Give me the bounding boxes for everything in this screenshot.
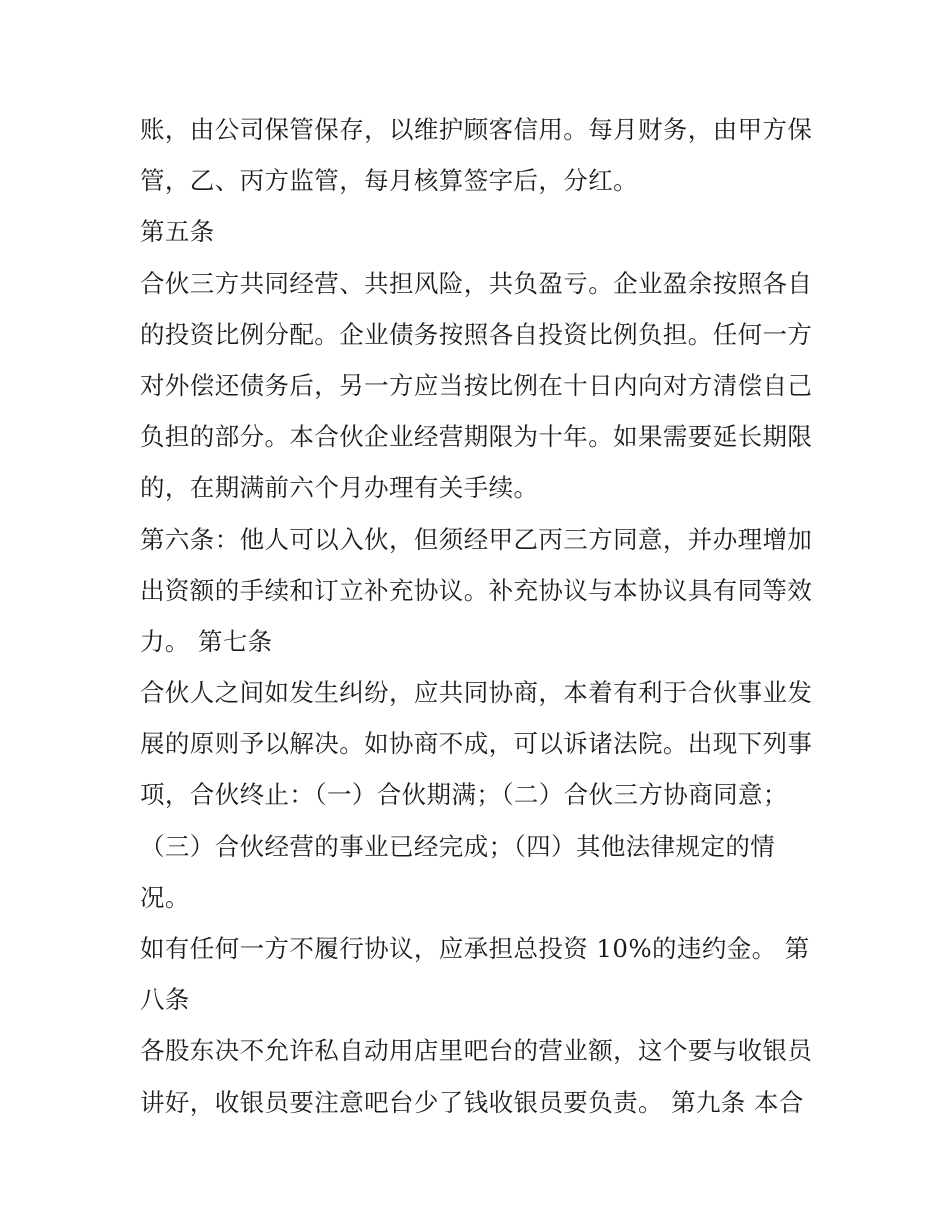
- text-line-18: 八条: [140, 985, 190, 1015]
- text-line-6: 对外偿还债务后，另一方应当按比例在十日内向对方清偿自己: [140, 370, 813, 400]
- document-body: [140, 104, 820, 1128]
- text-line-5: 的投资比例分配。企业债务按照各自投资比例负担。任何一方: [140, 319, 813, 349]
- text-line-9: 第六条：他人可以入伙，但须经甲乙丙三方同意，并办理增加: [140, 524, 813, 554]
- text-line-12: 合伙人之间如发生纠纷，应共同协商，本着有利于合伙事业发: [140, 678, 813, 708]
- text-line-10: 出资额的手续和订立补充协议。补充协议与本协议具有同等效: [140, 575, 813, 605]
- text-line-2: 管，乙、丙方监管，每月核算签字后，分红。: [140, 166, 638, 196]
- text-line-15: （三）合伙经营的事业已经完成；（四）其他法律规定的情: [140, 831, 776, 861]
- text-line-20: 讲好，收银员要注意吧台少了钱收银员要负责。 第九条 本合: [140, 1087, 804, 1117]
- text-line-16: 况。: [140, 882, 190, 912]
- text-line-8: 的，在期满前六个月办理有关手续。: [140, 473, 539, 503]
- section-heading-article-5: 第五条: [140, 217, 215, 247]
- text-line-19: 各股东决不允许私自动用店里吧台的营业额，这个要与收银员: [140, 1036, 813, 1066]
- text-line-4: 合伙三方共同经营、共担风险，共负盈亏。企业盈余按照各自: [140, 268, 813, 298]
- text-line-11: 力。 第七条: [140, 626, 273, 656]
- text-line-1: 账，由公司保管保存，以维护顾客信用。每月财务，由甲方保: [140, 115, 813, 144]
- text-line-17: 如有任何一方不履行协议，应承担总投资 10%的违约金。 第: [140, 934, 810, 963]
- text-line-13: 展的原则予以解决。如协商不成，可以诉诸法院。出现下列事: [140, 729, 813, 759]
- text-line-14: 项，合伙终止：（一）合伙期满；（二）合伙三方协商同意；: [140, 780, 788, 810]
- text-line-7: 负担的部分。本合伙企业经营期限为十年。如果需要延长期限: [140, 422, 813, 452]
